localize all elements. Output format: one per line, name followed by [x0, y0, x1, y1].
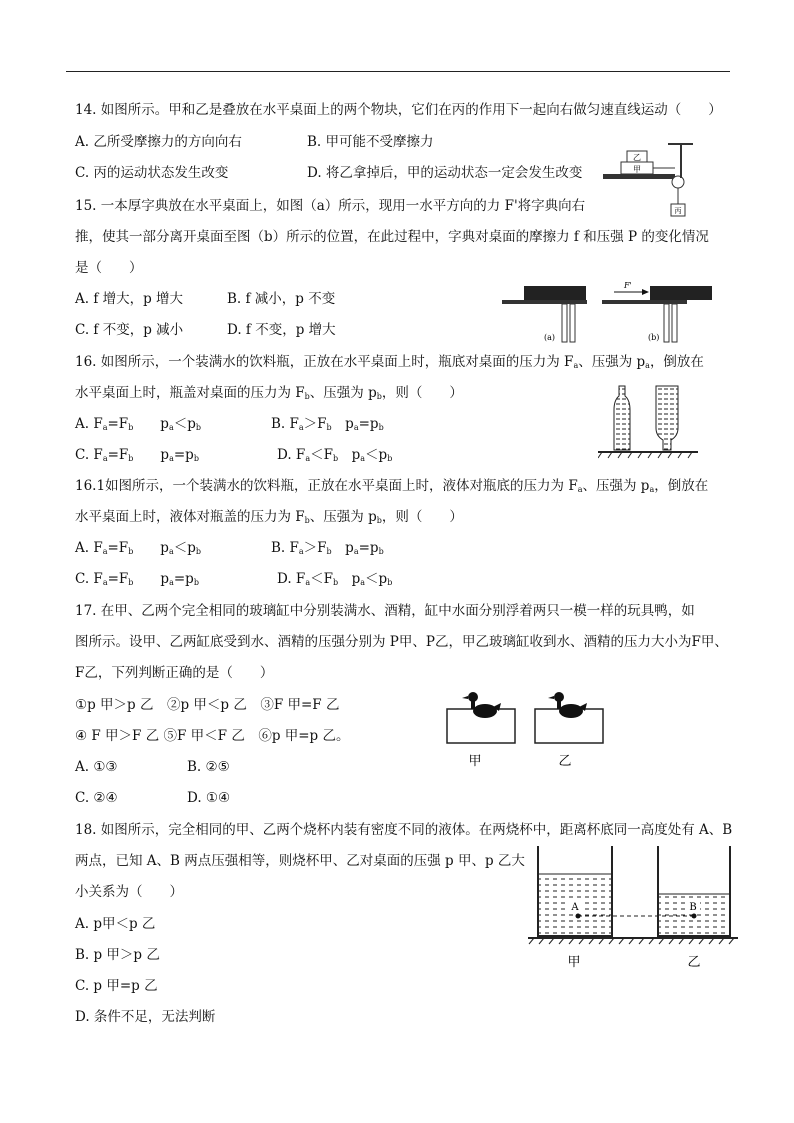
- header-rule: [66, 71, 730, 72]
- q18-label-yi: 乙: [687, 955, 701, 970]
- q161-line1-text3: ，倒放在: [654, 478, 709, 494]
- q16-line1-text2: 、压强为: [578, 354, 633, 370]
- q17-figure: [443, 683, 615, 771]
- q18-label-b: B: [689, 902, 697, 913]
- q18-option-a: A. p甲＜p 乙: [75, 916, 156, 932]
- q17-option-c: C. ②④: [75, 790, 118, 806]
- q15-line3: 是（ ）: [75, 260, 143, 276]
- q16-option-b: B. $F_a>F_b$ $p_a=p_b$: [271, 416, 384, 432]
- q17-statements-2: ④ F 甲＞F 乙 ⑤F 甲＜F 乙 ⑥p 甲=p 乙。: [75, 728, 350, 744]
- q161-line2-text2: 、压强为: [309, 509, 364, 525]
- q161-line1-text1: 16.1如图所示，一个装满水的饮料瓶，正放在水平桌面上时，液体对瓶底的压力为: [75, 478, 565, 494]
- q14-stem: 14. 如图所示。甲和乙是叠放在水平桌面上的两个物块，它们在丙的作用下一起向右做匀速直线运动（ ）: [75, 102, 722, 118]
- q18-line3: 小关系为（ ）: [75, 884, 183, 900]
- q16-line2-text3: ，则（ ）: [381, 385, 463, 401]
- q161-line1: 16.1如图所示，一个装满水的饮料瓶，正放在水平桌面上时，液体对瓶底的压力为 $F_a$、压强为 $p_a$，倒放在: [75, 478, 709, 494]
- q18-label-a: A: [571, 902, 579, 913]
- q14-figure: [603, 142, 695, 218]
- q18-label-jia: 甲: [567, 955, 581, 970]
- q17-option-a: A. ①③: [75, 759, 118, 775]
- q16-line2-text2: 、压强为: [309, 385, 364, 401]
- q16-line1-text1: 16. 如图所示，一个装满水的饮料瓶，正放在水平桌面上时，瓶底对桌面的压力为: [75, 354, 560, 370]
- q15-label-force: F': [624, 281, 632, 290]
- q14-label-jia: 甲: [633, 165, 641, 174]
- q15-label-b: (b): [648, 333, 660, 342]
- q161-line1-text2: 、压强为: [582, 478, 637, 494]
- q16-option-a: A. $F_a=F_b$ $p_a<p_b$: [75, 416, 202, 432]
- q16-figure: [598, 382, 698, 464]
- q14-option-d: D. 将乙拿掉后，甲的运动状态一定会发生改变: [307, 165, 583, 181]
- q18-line1: 18. 如图所示，完全相同的甲、乙两个烧杯内装有密度不同的液体。在两烧杯中，距离杯底同一高度处有 A、B: [75, 822, 733, 838]
- q17-line2: 图所示。设甲、乙两缸底受到水、酒精的压强分别为 P甲、P乙，甲乙玻璃缸收到水、酒精的压力大小为F甲、: [75, 634, 728, 650]
- q161-line2-text3: ，则（ ）: [381, 509, 463, 525]
- q161-option-c: C. $F_a=F_b$ $p_a=p_b$: [75, 571, 199, 587]
- q14-label-yi: 乙: [633, 153, 641, 162]
- q16-option-d: D. $F_a<F_b$ $p_a<p_b$: [277, 447, 393, 463]
- q16-option-c: C. $F_a=F_b$ $p_a=p_b$: [75, 447, 199, 463]
- q17-option-b: B. ②⑤: [187, 759, 230, 775]
- q16-line2-text1: 水平桌面上时，瓶盖对桌面的压力为: [75, 385, 291, 401]
- q18-option-b: B. p 甲＞p 乙: [75, 947, 160, 963]
- q161-option-d: D. $F_a<F_b$ $p_a<p_b$: [277, 571, 393, 587]
- q15-option-c: C. f 不变，p 减小: [75, 322, 184, 338]
- q18-option-c: C. p 甲=p 乙: [75, 978, 158, 994]
- q15-line2: 推，使其一部分离开桌面至图（b）所示的位置，在此过程中，字典对桌面的摩擦力 f 和压强 P 的变化情况: [75, 229, 709, 245]
- q14-option-a: A. 乙所受摩擦力的方向向右: [75, 134, 242, 150]
- q15-option-d: D. f 不变，p 增大: [227, 322, 336, 338]
- q17-option-d: D. ①④: [187, 790, 231, 806]
- q161-line2: 水平桌面上时，液体对瓶盖的压力为 $F_b$、压强为 $p_b$，则（ ）: [75, 509, 463, 525]
- q17-label-jia: 甲: [468, 754, 482, 769]
- q15-figure: [502, 278, 718, 344]
- q18-option-d: D. 条件不足，无法判断: [75, 1009, 216, 1025]
- q15-label-a: (a): [544, 333, 556, 342]
- q161-option-b: B. $F_a>F_b$ $p_a=p_b$: [271, 540, 384, 556]
- q161-line2-text1: 水平桌面上时，液体对瓶盖的压力为: [75, 509, 291, 525]
- q16-line1: 16. 如图所示，一个装满水的饮料瓶，正放在水平桌面上时，瓶底对桌面的压力为 $F_a$、压强为 $p_a$，倒放在: [75, 354, 704, 370]
- q16-line2: 水平桌面上时，瓶盖对桌面的压力为 $F_b$、压强为 $p_b$，则（ ）: [75, 385, 463, 401]
- q18-line2: 两点，已知 A、B 两点压强相等，则烧杯甲、乙对桌面的压强 p 甲、p 乙大: [75, 853, 525, 869]
- q15-option-a: A. f 增大，p 增大: [75, 291, 184, 307]
- q14-option-c: C. 丙的运动状态发生改变: [75, 165, 229, 181]
- q15-option-b: B. f 减小，p 不变: [227, 291, 336, 307]
- q17-statements-1: ①p 甲＞p 乙 ②p 甲＜p 乙 ③F 甲=F 乙: [75, 697, 340, 713]
- q16-line1-text3: ，倒放在: [649, 354, 704, 370]
- q17-label-yi: 乙: [558, 754, 572, 769]
- q14-label-bing: 丙: [674, 207, 682, 215]
- q18-figure: [528, 840, 740, 972]
- q15-line1: 15. 一本厚字典放在水平桌面上，如图（a）所示，现用一水平方向的力 F'将字典向右: [75, 198, 586, 214]
- q14-option-b: B. 甲可能不受摩擦力: [307, 134, 434, 150]
- q17-line1: 17. 在甲、乙两个完全相同的玻璃缸中分别装满水、酒精，缸中水面分别浮着两只一模一样的玩具鸭，如: [75, 603, 695, 619]
- q17-line3: F乙，下列判断正确的是（ ）: [75, 665, 274, 681]
- q161-option-a: A. $F_a=F_b$ $p_a<p_b$: [75, 540, 202, 556]
